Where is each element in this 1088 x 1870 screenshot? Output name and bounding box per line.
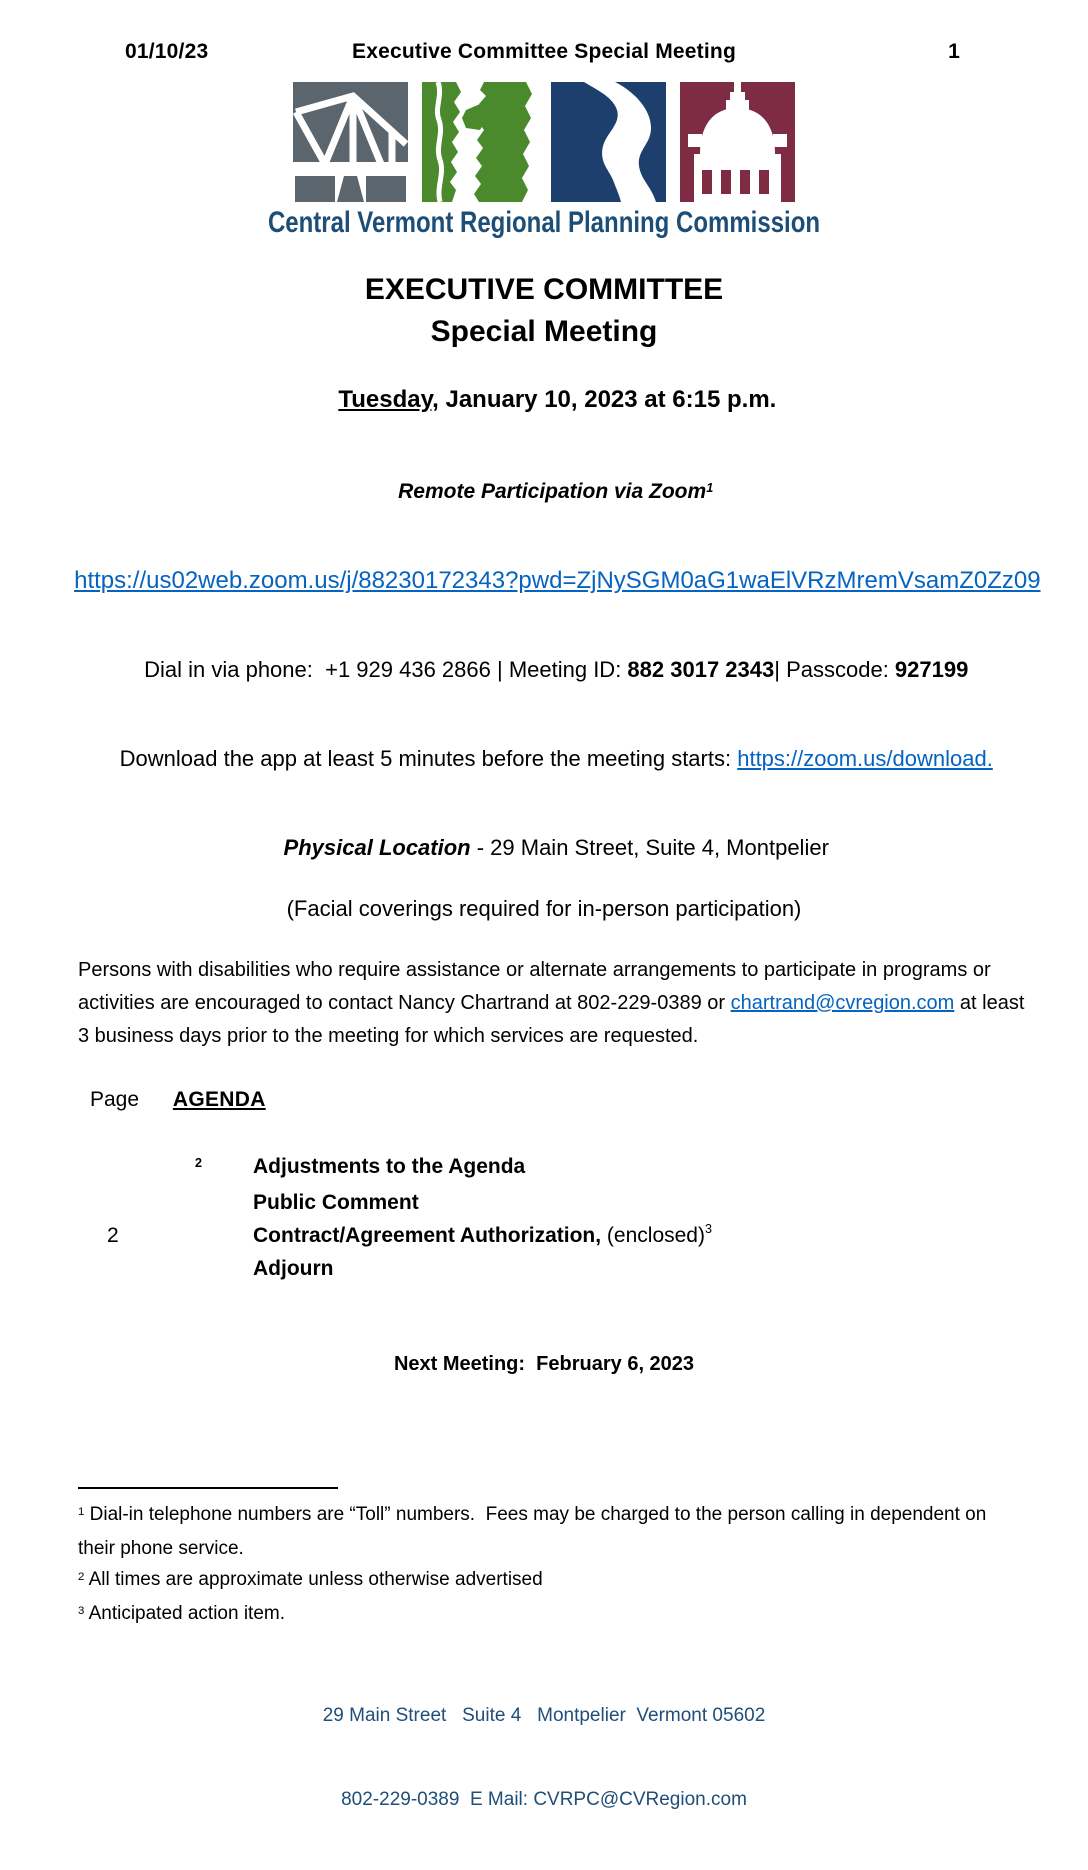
footnote-text: Anticipated action item. <box>84 1603 286 1624</box>
meeting-id: 882 3017 2343 <box>627 657 775 682</box>
footer-address: 29 Main Street Suite 4 Montpelier Vermont 05602 <box>322 1705 766 1726</box>
next-meeting-note: Next Meeting: February 6, 2023 <box>393 1353 695 1375</box>
meeting-date-rest: January 10, 2023 at 6:15 p.m. <box>438 386 777 413</box>
logo-org-name: Central Vermont Regional Planning Commission <box>267 206 821 239</box>
agenda-item-footnote-col <box>165 1219 253 1252</box>
accessibility-paragraph <box>78 954 1028 1053</box>
agenda-heading: AGENDA <box>172 1088 266 1111</box>
agenda-item-suffix: (enclosed) <box>601 1224 705 1247</box>
agenda-suffix-footnote-marker: 3 <box>704 1222 712 1237</box>
vermont-map-icon <box>422 82 537 202</box>
agenda-item-adjourn <box>0 1252 1088 1285</box>
facial-covering-note: (Facial coverings required for in-person participation) <box>286 896 802 921</box>
accessibility-text-1: Persons with disabilities who require assistance or alternate arrangements to participate in programs or activities are encouraged to contact Nancy Chartrand at 802-229-0389 or <box>78 959 991 1014</box>
zoom-download-link[interactable]: https://zoom.us/download. <box>737 746 993 771</box>
footnote-marker: 1 <box>78 1505 85 1518</box>
agenda-item-footnote-col <box>165 1150 253 1186</box>
remote-footnote-marker: 1 <box>706 481 714 496</box>
footnote-1 <box>78 1499 1028 1564</box>
passcode-label: | Passcode: <box>774 657 895 682</box>
agenda-item-public-comment <box>0 1186 1088 1219</box>
agenda-item-page: 2 <box>107 1224 119 1247</box>
agenda-item-contract-authorization <box>0 1219 1088 1252</box>
passcode-value: 927199 <box>894 657 969 682</box>
remote-label: Remote Participation via Zoom <box>398 480 707 503</box>
footnote-separator <box>78 1487 338 1489</box>
cvrpc-logo <box>0 82 1088 241</box>
agenda-item-page <box>75 1186 165 1219</box>
location-label: Physical Location <box>283 835 471 860</box>
agenda-item-footnote-col <box>165 1186 253 1219</box>
header-date: 01/10/23 <box>125 40 209 63</box>
zoom-link-line <box>0 539 1088 623</box>
download-text: Download the app at least 5 minutes before the meeting starts: <box>119 746 738 771</box>
agenda-item-title: Adjourn <box>253 1257 334 1280</box>
header-title: Executive Committee Special Meeting <box>352 40 736 63</box>
logo-panels <box>0 82 1088 202</box>
river-icon <box>551 82 666 202</box>
remote-participation-note <box>0 453 1088 533</box>
accessibility-text-2: at least 3 business days prior to the meeting for which services are requested. <box>78 992 1025 1047</box>
agenda-item-title: Contract/Agreement Authorization, <box>253 1224 602 1247</box>
agenda-item-title: Adjustments to the Agenda <box>253 1155 526 1178</box>
agenda-item-footnote-col <box>165 1252 253 1285</box>
zoom-meeting-link[interactable]: https://us02web.zoom.us/j/88230172343?pwd=ZjNySGM0aG1waElVRzMremVsamZ0Zz09 <box>74 567 1041 594</box>
email-link[interactable]: chartrand@cvregion.com <box>730 992 955 1014</box>
footnotes <box>78 1499 1028 1632</box>
footnote-3 <box>78 1598 1028 1632</box>
physical-location-line <box>0 807 1088 888</box>
footnote-text: Dial-in telephone numbers are “Toll” numbers. Fees may be charged to the person calling in dependent on their phone service. <box>78 1504 992 1559</box>
bridge-icon <box>293 82 408 202</box>
meeting-datetime <box>0 355 1088 445</box>
dial-in-line <box>0 629 1088 710</box>
footnote-marker: 2 <box>78 1570 85 1583</box>
page-column-label: Page <box>90 1088 140 1111</box>
agenda-item-title: Public Comment <box>253 1191 419 1214</box>
dial-prefix: Dial in via phone: +1 929 436 2866 | Meeting ID: <box>144 657 628 682</box>
committee-title: EXECUTIVE COMMITTEE <box>364 273 724 306</box>
footnote-marker: 3 <box>78 1604 85 1617</box>
download-line <box>0 718 1088 799</box>
meeting-type: Special Meeting <box>430 315 658 348</box>
footer-contact: 802-229-0389 E Mail: CVRPC@CVRegion.com <box>341 1789 747 1810</box>
agenda-item-adjustments <box>0 1150 1088 1186</box>
location-address: - 29 Main Street, Suite 4, Montpelier <box>470 835 829 860</box>
footnote-text: All times are approximate unless otherwise advertised <box>84 1569 543 1590</box>
page-header <box>0 0 1088 66</box>
footnote-2 <box>78 1564 1028 1598</box>
header-page-number: 1 <box>948 40 960 63</box>
agenda-item-page <box>75 1252 165 1285</box>
capitol-dome-icon <box>680 82 795 202</box>
meeting-day-underlined: Tuesday, <box>338 386 439 413</box>
page-footer <box>0 1646 1088 1870</box>
agenda-items <box>0 1150 1088 1285</box>
agenda-footnote-marker: 2 <box>195 1156 203 1171</box>
agenda-item-page <box>75 1150 165 1186</box>
agenda-header-row <box>0 1086 1088 1114</box>
